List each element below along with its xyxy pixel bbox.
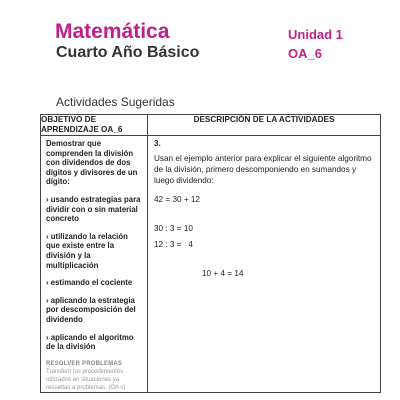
resolver-problemas-text: Transferir los procedimientos utilizados en situaciones ya resueltas a problemas. (OA c) [46,368,126,391]
activities-table [40,114,381,393]
equation: 30 : 3 = 10 [154,224,193,234]
objective-item: Demostrar que comprenden la división con dividendos de dos dígitos y divisores de un dígito: [46,139,138,187]
equation: 10 + 4 = 14 [202,269,244,279]
oa-code: OA_6 [288,46,322,61]
objectives-cell [41,136,148,393]
resolver-problemas-title: RESOLVER PROBLEMAS [46,360,123,367]
objective-item: › aplicando el algoritmo de la división [46,332,134,352]
objective-header: OBJETIVO DE APRENDIZAJE OA_6 [41,115,148,136]
objective-item: › utilizando la relación que existe entre la división y la multiplicación [46,231,128,270]
equation: 42 = 30 + 12 [154,195,200,205]
objective-item: › usando estrategias para dividir con o sin material concreto [46,194,141,224]
unit-label: Unidad 1 [288,27,343,42]
description-header: DESCRIPCIÓN DE LA ACTIVIDADES [148,115,381,136]
table-header-row [41,115,381,136]
objective-item: › estimando el cociente [46,278,133,288]
equation: 12 : 3 = 4 [154,240,193,250]
description-cell [148,136,381,393]
activity-description: Usan el ejemplo anterior para explicar el siguiente algoritmo de la división, primero descomponiendo en sumandos y luego dividendo: [154,154,372,185]
objective-item: › aplicando la estrategia por descomposición del dividendo [46,295,136,324]
activity-number: 3. [154,139,161,148]
section-title: Actividades Sugeridas [56,95,175,109]
table-row [41,136,381,393]
page-subtitle: Cuarto Año Básico [56,44,200,61]
page-title: Matemática [55,20,170,43]
